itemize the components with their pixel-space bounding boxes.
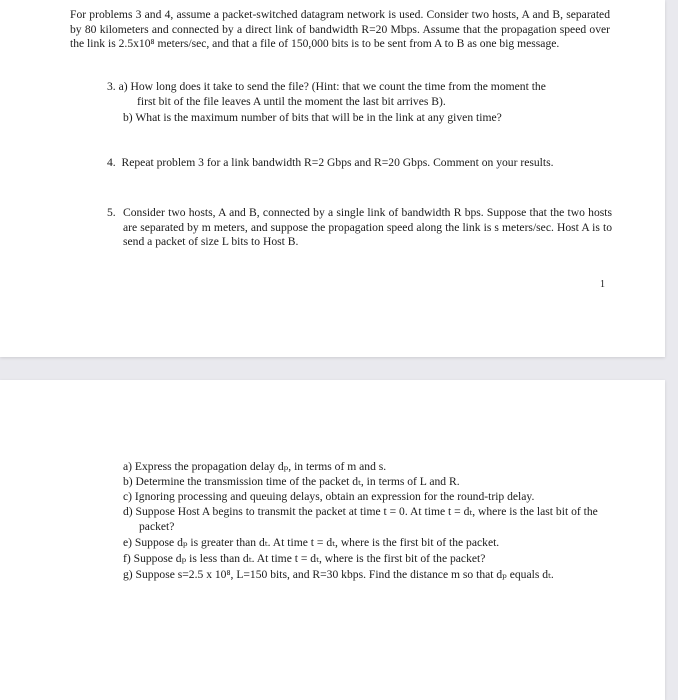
subquestion-f: f) Suppose dₚ is less than dₜ. At time t = dₜ, where is the first bit of the packet?: [123, 552, 486, 565]
subquestion-a: a) Express the propagation delay dₚ, in terms of m and s.: [123, 460, 387, 473]
problem-3-number: 3.: [107, 80, 116, 93]
problem-intro: For problems 3 and 4, assume a packet-switched datagram network is used. Consider two hosts, A and B, separated by 80 kilometers and connected by a direct link of bandwidth R=20 Mbps. Assume that the propagation speed over the link is 2.5x10⁸ meters/sec, and that a file of 150,000 bits is to be sent from A to B as one big message.: [70, 8, 610, 51]
problem-3-part-a: [107, 80, 607, 109]
subquestion-g: g) Suppose s=2.5 x 10⁸, L=150 bits, and R=30 kbps. Find the distance m so that dₚ equals dₜ.: [123, 568, 554, 581]
problem-3-a-line1: a) How long does it take to send the file? (Hint: that we count the time from the moment the: [118, 80, 546, 93]
problem-4-text: Repeat problem 3 for a link bandwidth R=2 Gbps and R=20 Gbps. Comment on your results.: [121, 156, 554, 169]
problem-5-text: Consider two hosts, A and B, connected by a single link of bandwidth R bps. Suppose that the two hosts are separated by m meters, and suppose the propagation speed along the link is s meters/sec. Host A is to send a packet of size L bits to Host B.: [123, 206, 612, 249]
page-number: 1: [600, 279, 605, 290]
problem-5-number: 5.: [107, 206, 116, 219]
problem-4: [107, 156, 607, 171]
problem-3-a-line2: first bit of the file leaves A until the moment the last bit arrives B).: [137, 94, 446, 108]
subquestion-d: d) Suppose Host A begins to transmit the packet at time t = 0. At time t = dₜ, where is the last bit of the packet?: [123, 505, 598, 533]
problem-4-number: 4.: [107, 156, 116, 169]
problem-5: [107, 206, 612, 250]
subquestion-b: b) Determine the transmission time of the packet dₜ, in terms of L and R.: [123, 475, 460, 488]
problem-3-part-b: b) What is the maximum number of bits that will be in the link at any given time?: [123, 111, 502, 124]
document-page-2: [0, 380, 665, 700]
subquestion-e: e) Suppose dₚ is greater than dₜ. At time t = dₜ, where is the first bit of the packet.: [123, 536, 500, 549]
subquestion-c: c) Ignoring processing and queuing delays, obtain an expression for the round-trip delay.: [123, 490, 535, 503]
